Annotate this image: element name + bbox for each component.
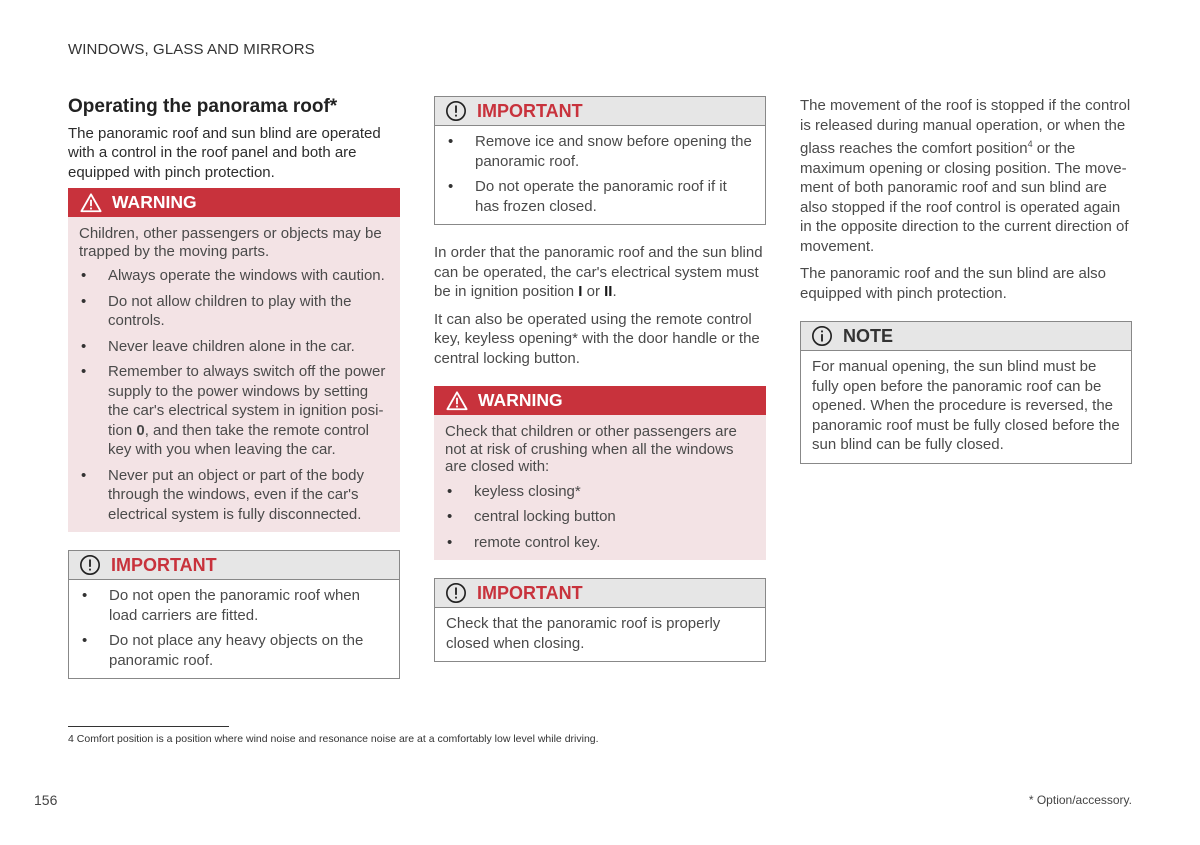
paragraph-text: . [612,283,617,300]
page-title: Operating the panorama roof* [68,96,338,117]
paragraph-text: or [582,283,605,300]
ignition-position-one: I [578,283,583,300]
body-paragraph: It can also be operated using the remote control key, keyless opening* with the door handle or the central locking button. [434,310,760,367]
list-item: • keyless closing* [445,482,755,502]
warning-header [434,386,766,415]
warning-lead: Check that children or other passengers are not at risk of crushing when all the windows are closed with: [445,423,737,475]
exclamation-circle-icon [79,554,101,576]
page-number: 156 [34,792,58,808]
important-box [434,578,766,662]
ignition-position-zero: 0 [136,421,145,439]
warning-list [445,482,755,553]
info-circle-icon [811,325,833,347]
list-item: • Do not allow children to play with the controls. [79,292,389,331]
exclamation-circle-icon [445,582,467,604]
warning-box [68,188,400,532]
note-text: For manual opening, the sun blind must be fully open before the panoramic roof can be opened. When the procedure is reversed, the panoramic roof must be fully closed before the sun blind can be fully closed. [812,358,1120,453]
list-item: • Always operate the windows with caution. [79,266,389,286]
footnote-text: Comfort position is a position where wind noise and resonance noise are at a comfortably low level while driving. [76,733,599,745]
warning-header [68,188,400,217]
body-paragraph [800,96,1132,256]
paragraph-text: The movement of the roof is stopped if the control is released during manual operation, or when the glass reaches the comfort position [800,97,1131,157]
column-1 [68,96,400,697]
important-box [68,550,400,679]
warning-triangle-icon [80,192,102,214]
footnote-number: 4 [68,733,74,745]
list-item: • remote control key. [445,533,755,553]
warning-triangle-icon [446,390,468,412]
important-label: IMPORTANT [111,554,217,575]
footnote-divider [68,726,229,727]
column-3 [800,96,1132,482]
important-text: Check that the panoramic roof is properly closed when closing. [446,615,721,652]
column-2 [434,96,766,680]
warning-list [79,266,389,524]
note-label: NOTE [843,325,894,346]
footnote-ref: 4 [1027,139,1033,149]
warning-label: WARNING [112,192,197,213]
list-item-text: Remember to always switch off the power supply to the power windows by setting the car's electrical system in ignition position [108,363,386,439]
list-item: • Remove ice and snow before opening the panoramic roof. [446,132,754,171]
important-label: IMPORTANT [477,100,583,121]
list-item: • Do not open the panoramic roof when load carriers are fitted. [80,586,388,625]
body-paragraph [434,243,766,302]
option-accessory-note: * Option/accessory. [1028,793,1132,807]
list-item: • Do not place any heavy objects on the panoramic roof. [80,631,388,670]
ignition-position-two: II [604,283,613,300]
warning-box [434,386,766,560]
important-list [80,586,388,670]
section-header: WINDOWS, GLASS AND MIRRORS [68,41,315,58]
body-paragraph: The panoramic roof and the sun blind are also equipped with pinch protection. [800,265,1107,302]
exclamation-circle-icon [445,100,467,122]
warning-label: WARNING [478,390,563,410]
paragraph-text: or the maximum opening or closing position. The movement of both panoramic roof and sun blind are also stopped if the roof control is operated again in the opposite direction to the current direction of movement. [800,140,1129,255]
important-label: IMPORTANT [477,582,583,603]
list-item: • Never leave children alone in the car. [79,337,389,357]
list-item: • Do not operate the panoramic roof if it has frozen closed. [446,177,754,216]
important-header [69,551,399,580]
important-header [435,97,765,126]
important-header [435,579,765,608]
warning-lead: Children, other passengers or objects may be trapped by the moving parts. [79,225,382,260]
list-item-text: , and then take the remote control key with you when leaving the car. [108,421,370,459]
intro-paragraph: The panoramic roof and sun blind are operated with a control in the roof panel and both are equipped with pinch protection. [68,124,381,181]
important-box [434,96,766,225]
list-item [79,362,389,460]
paragraph-text: In order that the panoramic roof and the sun blind can be operated, the car's electrical system must be in ignition position [434,244,763,300]
note-header [801,322,1131,351]
note-box [800,321,1132,464]
important-list [446,132,754,216]
footnote [68,733,599,745]
list-item: • Never put an object or part of the body through the windows, even if the car's electrical system is fully disconnected. [79,466,389,525]
list-item: • central locking button [445,507,755,527]
